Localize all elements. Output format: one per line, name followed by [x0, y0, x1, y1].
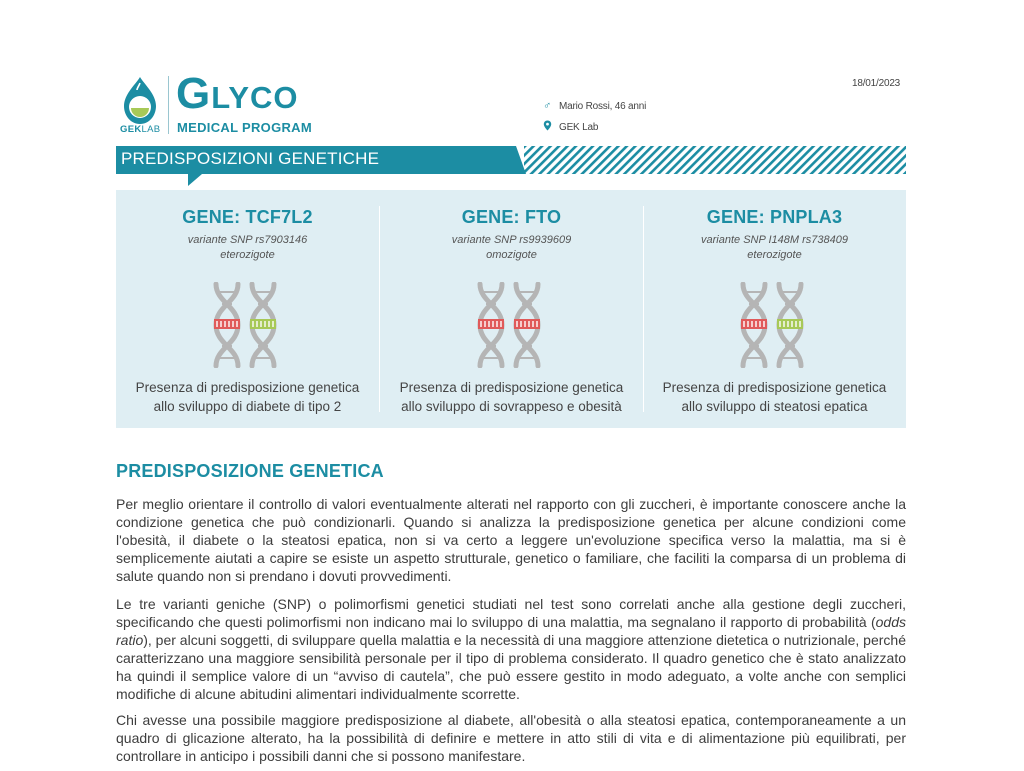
gene-card-fto	[380, 190, 643, 428]
gene-description-line: allo sviluppo di sovrappeso e obesità	[401, 399, 622, 414]
gene-name: GENE: TCF7L2	[182, 207, 313, 227]
report-date: 18/01/2023	[852, 78, 901, 89]
section-title: PREDISPOSIZIONI GENETICHE	[121, 149, 380, 168]
gene-variant	[116, 233, 379, 263]
gene-description-line: Presenza di predisposizione genetica	[135, 380, 360, 395]
gene-variant	[643, 233, 906, 263]
dna-helix-icon	[735, 282, 815, 368]
gene-description-line: Presenza di predisposizione genetica	[662, 380, 887, 395]
gene-name: GENE: PNPLA3	[706, 207, 843, 227]
gene-snp: variante SNP rs7903146	[187, 234, 308, 246]
paragraph-3: Chi avesse una possibile maggiore predisposizione al diabete, all'obesità o alla steatosi epatica, contemporaneamente a un quadro di glicazione alterato, ha la possibilità di definire e mettere in atto stili di vita e di alimentazione più equilibrati, per controllare in anticipo i possibili danni che si possono manifestare.	[116, 712, 906, 764]
gene-zygosity: eterozigote	[747, 249, 802, 261]
odds-ratio-term: odds ratio	[116, 614, 906, 648]
brand-name: Glyco	[176, 69, 299, 118]
logo-divider	[168, 76, 169, 134]
gene-snp: variante SNP I148M rs738409	[701, 234, 848, 246]
brand-tagline: MEDICAL PROGRAM	[177, 120, 312, 135]
male-icon: ♂	[542, 100, 552, 112]
dna-helix-icon	[208, 282, 288, 368]
gene-description	[380, 378, 643, 416]
lab-name: GEK Lab	[559, 121, 599, 133]
gene-zygosity: omozigote	[486, 249, 537, 261]
gene-description	[643, 378, 906, 416]
body-heading: PREDISPOSIZIONE GENETICA	[116, 461, 384, 481]
gene-description-line: Presenza di predisposizione genetica	[399, 380, 624, 395]
patient-info	[542, 100, 646, 112]
gene-card-pnpla3	[643, 190, 906, 428]
gene-card-tcf7l2	[116, 190, 379, 428]
dna-helix-icon	[472, 282, 552, 368]
gene-variant	[380, 233, 643, 263]
paragraph-2	[116, 595, 906, 703]
paragraph-2-part: ), per alcuni soggetti, di sviluppare quella malattia e la necessità di una maggiore attenzione dietetica o nutrizionale, perché caratterizzano una maggiore sensibilità personale per il tipo di problema considerato. Il quadro genetico che è stato analizzato ha quindi il semplice valore di un “avviso di cautela”, che può essere gestito in modo adeguato, a volte anche con semplici modifiche di alcune abitudini alimentari individualmente scorrette.	[116, 632, 906, 702]
lab-info	[542, 120, 598, 134]
gene-description-line: allo sviluppo di steatosi epatica	[681, 399, 868, 414]
logo-lab-text: GEKLAB	[120, 124, 161, 135]
gene-panel	[116, 190, 906, 428]
patient-name: Mario Rossi, 46 anni	[559, 100, 647, 112]
gene-description-line: allo sviluppo di diabete di tipo 2	[153, 399, 342, 414]
gene-description	[116, 378, 379, 416]
paragraph-2-part: Le tre varianti geniche (SNP) o polimorfismi genetici studiati nel test sono correlati anche alla gestione degli zuccheri, specificando che questi polimorfismi non indicano mai lo sviluppo di una malattia, ma segnalano il rapporto di probabilità (	[116, 596, 906, 630]
paragraph-1: Per meglio orientare il controllo di valori eventualmente alterati nel rapporto con gli zuccheri, è importante conoscere anche la condizione genetica che può condizionarli. Quando si analizza la predisposizione genetica per alcune condizioni come l'obesità, il diabete o la steatosi epatica, non si va certo a leggere un'evoluzione specifica verso la malattia, ma si è semplicemente aiutati a capire se esiste un aspetto strutturale, genetico o familiare, che faciliti la comparsa di un problema di salute quando non si prendano i dovuti provvedimenti.	[116, 496, 906, 584]
gene-name: GENE: FTO	[461, 207, 562, 227]
gene-snp: variante SNP rs9939609	[451, 234, 572, 246]
location-pin-icon	[542, 120, 552, 134]
gene-zygosity: eterozigote	[220, 249, 275, 261]
